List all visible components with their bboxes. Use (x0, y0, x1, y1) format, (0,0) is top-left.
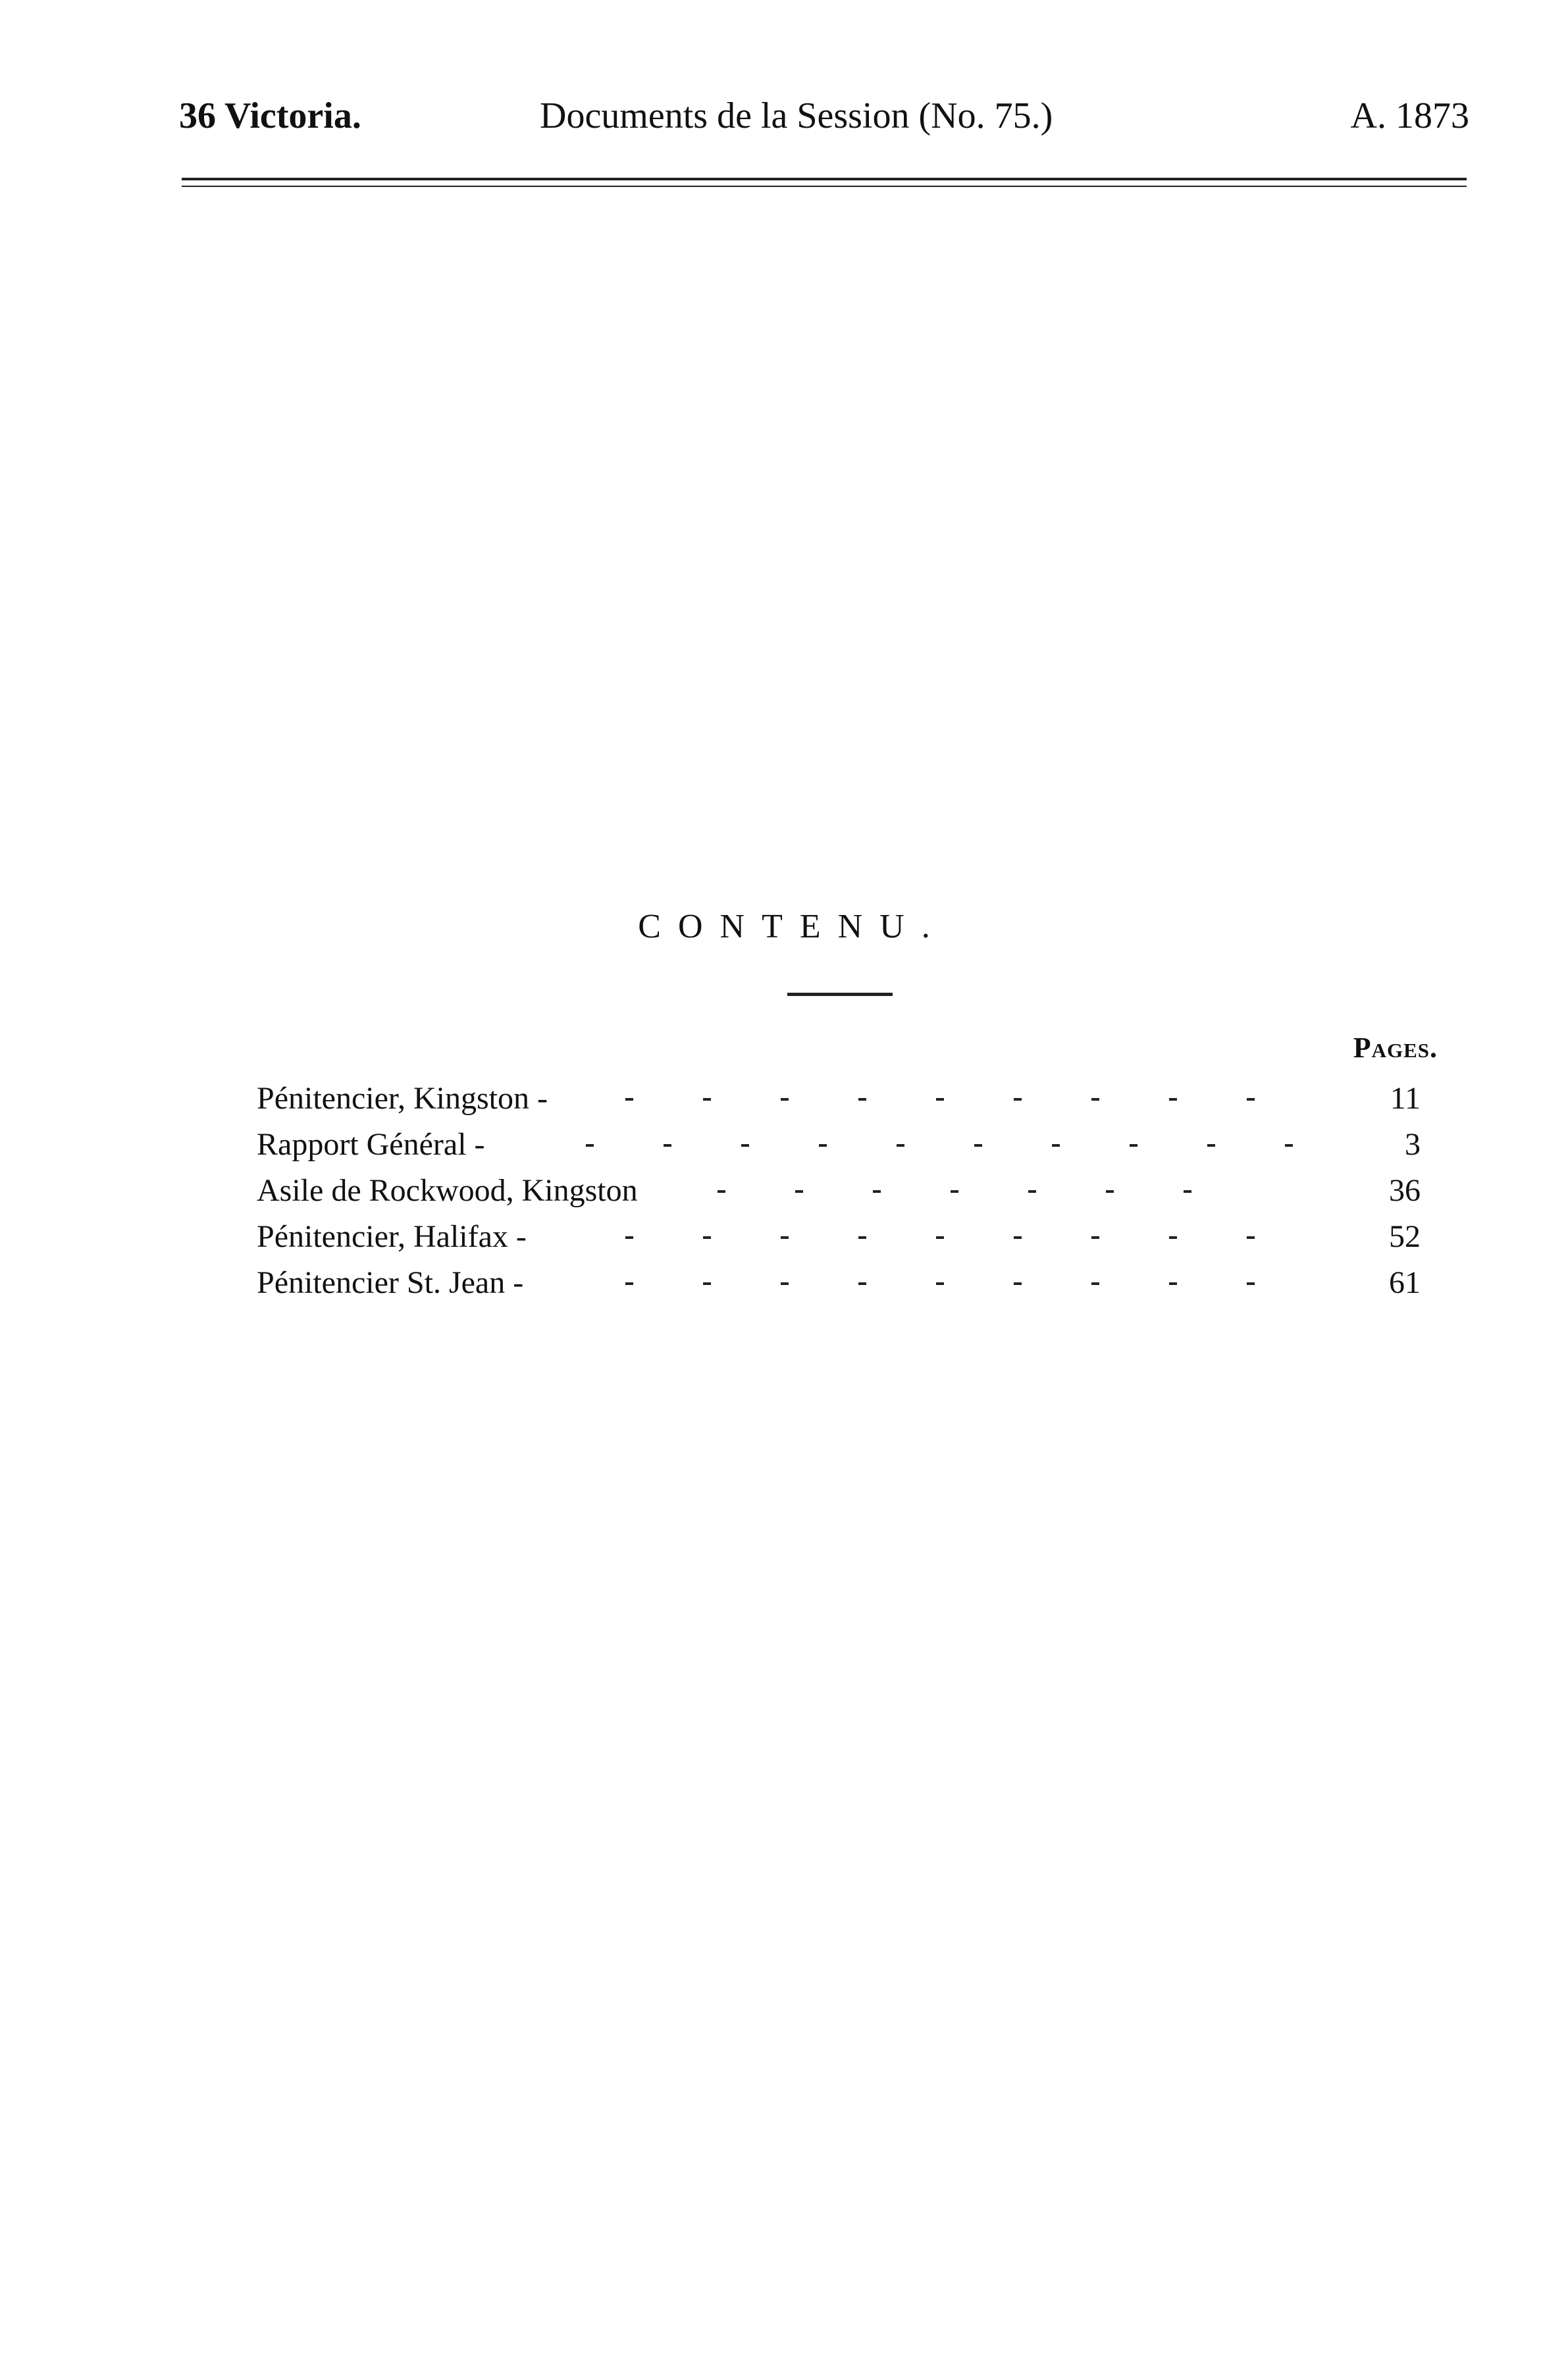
header-title: Documents de la Session (No. 75.) (540, 95, 1053, 136)
leader-dash (1184, 1190, 1191, 1193)
leader-dash (873, 1190, 881, 1193)
header-rule-thick (182, 178, 1467, 180)
leader-dash (703, 1282, 711, 1285)
leader-dash (625, 1282, 633, 1285)
pages-column-header: Pages. (1353, 1032, 1438, 1064)
leader-dash (1014, 1282, 1022, 1285)
toc-entry-label: Asile de Rockwood, Kingston (257, 1173, 638, 1208)
leader-dash (625, 1098, 633, 1101)
toc-entry-page: 3 (1405, 1127, 1421, 1162)
leader-dash (1091, 1236, 1099, 1239)
header-rule-thin (182, 186, 1467, 187)
toc-entry (257, 1122, 1442, 1168)
toc-entry (257, 1076, 1442, 1122)
leader-dash (819, 1144, 827, 1147)
running-header (179, 90, 1469, 142)
leader-dash (936, 1098, 944, 1101)
leader-dash (1106, 1190, 1114, 1193)
leader-dash (1285, 1144, 1293, 1147)
title-rule (787, 993, 893, 996)
leader-dash (1207, 1144, 1215, 1147)
leader-dash (781, 1236, 789, 1239)
leader-dash (1091, 1098, 1099, 1101)
leader-dash (1130, 1144, 1137, 1147)
header-volume: 36 Victoria. (179, 95, 361, 136)
leader-dash (1169, 1282, 1177, 1285)
leader-dash (1052, 1144, 1060, 1147)
leader-dash (703, 1236, 711, 1239)
leader-dash (664, 1144, 671, 1147)
leader-dash (951, 1190, 958, 1193)
leader-dash (1091, 1282, 1099, 1285)
toc-entry (257, 1214, 1442, 1260)
toc-entry-label: Pénitencier St. Jean - (257, 1265, 524, 1300)
toc-entry-page: 52 (1389, 1219, 1421, 1254)
toc-entry-label: Pénitencier, Halifax - (257, 1219, 527, 1254)
toc-entry-page: 36 (1389, 1173, 1421, 1208)
leader-dash (974, 1144, 982, 1147)
toc-entry (257, 1260, 1442, 1306)
toc-entry-page: 11 (1390, 1081, 1421, 1116)
toc-title: CONTENU. (638, 908, 947, 945)
leader-dash (781, 1282, 789, 1285)
leader-dash (625, 1236, 633, 1239)
toc-entry-label: Pénitencier, Kingston - (257, 1081, 548, 1116)
leader-dash (858, 1098, 866, 1101)
leader-dash (936, 1282, 944, 1285)
leader-dash (1247, 1282, 1255, 1285)
toc-entry (257, 1168, 1442, 1214)
leader-dash (1014, 1236, 1022, 1239)
leader-dash (1014, 1098, 1022, 1101)
leader-dash (703, 1098, 711, 1101)
leader-dash (781, 1098, 789, 1101)
leader-dash (1028, 1190, 1036, 1193)
leader-dash (795, 1190, 803, 1193)
leader-dash (1169, 1098, 1177, 1101)
toc-entry-label: Rapport Général - (257, 1127, 485, 1162)
leader-dash (1169, 1236, 1177, 1239)
leader-dash (858, 1236, 866, 1239)
leader-dash (1247, 1098, 1255, 1101)
leader-dash (741, 1144, 749, 1147)
header-year: A. 1873 (1350, 95, 1469, 136)
leader-dash (586, 1144, 594, 1147)
leader-dash (936, 1236, 944, 1239)
toc-list (257, 1076, 1442, 1306)
toc-entry-page: 61 (1389, 1265, 1421, 1300)
leader-dash (897, 1144, 904, 1147)
leader-dash (1247, 1236, 1255, 1239)
leader-dash (718, 1190, 725, 1193)
leader-dash (858, 1282, 866, 1285)
